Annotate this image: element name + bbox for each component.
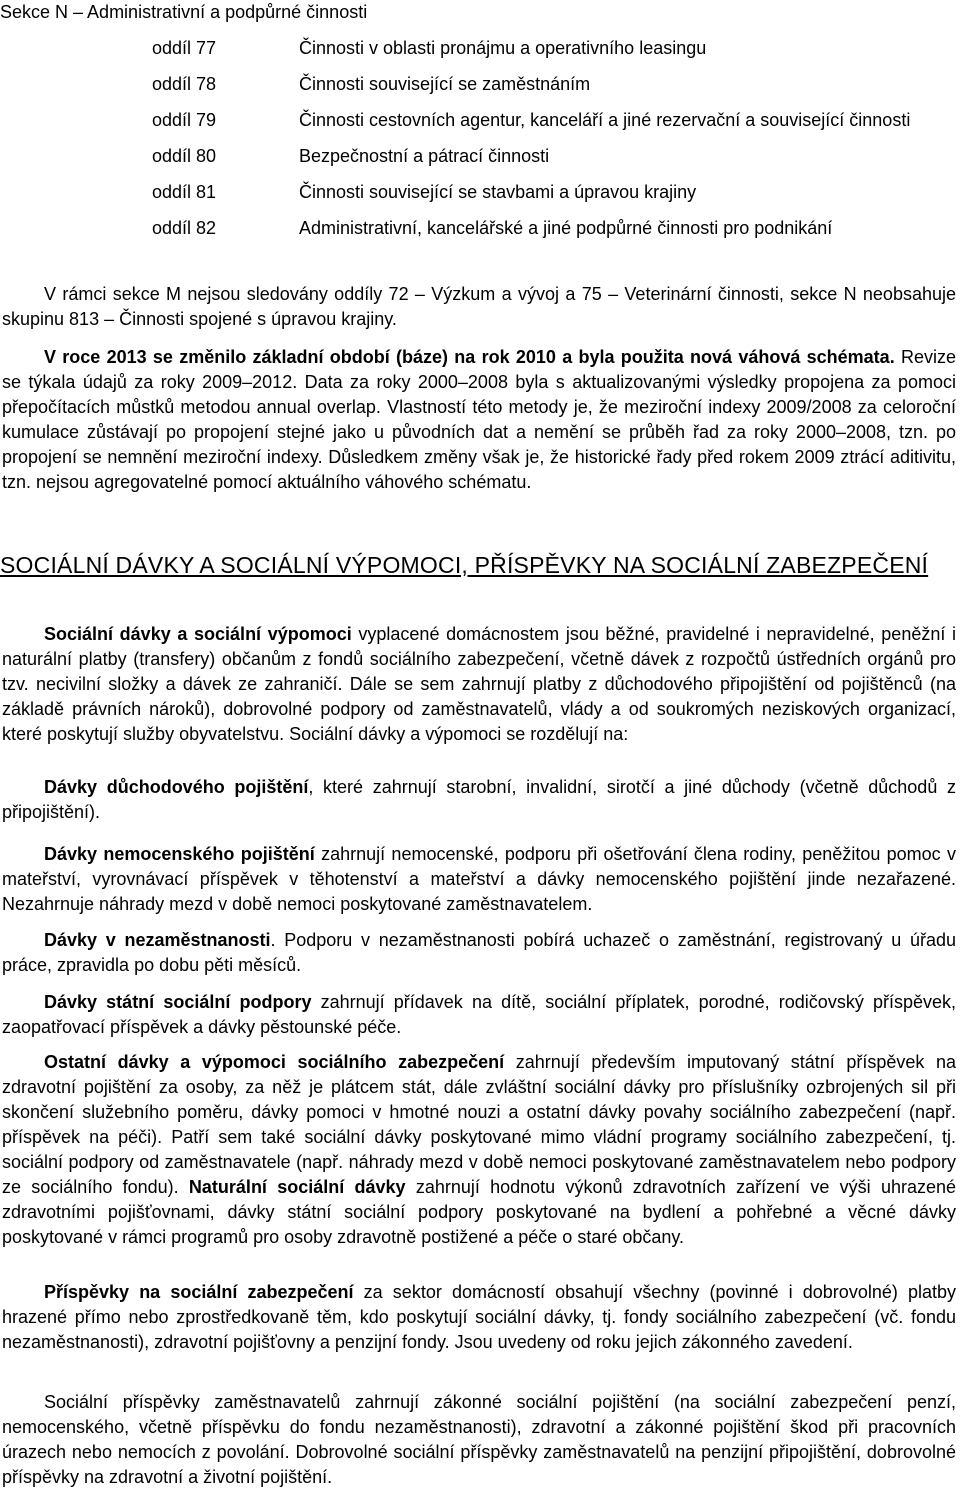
paragraph-pension-insurance <box>2 775 956 825</box>
division-code: oddíl 77 <box>152 38 217 58</box>
division-code: oddíl 79 <box>152 110 217 130</box>
division-row <box>152 216 952 241</box>
division-code: oddíl 78 <box>152 74 217 94</box>
division-row <box>152 36 952 61</box>
paragraph-text: , které zahrnují starobní, invalidní, sirotčí a jiné důchody (včetně důchodů z připojištění). <box>2 777 956 822</box>
paragraph-sickness-insurance <box>2 842 956 917</box>
term-state-support: Dávky státní sociální podpory <box>44 992 312 1012</box>
paragraph-other-benefits <box>2 1050 956 1250</box>
paragraph-text: zahrnují přídavek na dítě, sociální příplatek, porodné, rodičovský příspěvek, zaopatřovací příspěvek a dávky pěstounské péče. <box>2 992 956 1037</box>
division-name: Činnosti v oblasti pronájmu a operativního leasingu <box>299 38 707 58</box>
paragraph-text: zahrnují hodnotu výkonů zdravotních zařízení ve výši uhrazené zdravotními pojišťovnami, dávky státní sociální podpory poskytované na bydlení a pohřebné a věcné dávky poskytované v rámci programů pro osoby zdravotně postižené a péče o staré občany. <box>2 1177 956 1247</box>
paragraph-text: za sektor domácností obsahují všechny (povinné i dobrovolné) platby hrazené přímo nebo zprostředkovaně těm, kdo poskytují sociální dávky, tj. fondy sociálního zabezpečení (vč. fondu nezaměstnanosti), zdravotní pojišťovny a penzijní fondy. Jsou uvedeny od roku jejich zákonného zavedení. <box>2 1282 957 1352</box>
note-scope <box>2 282 956 332</box>
paragraph-text: vyplacené domácnostem jsou běžné, pravidelné i nepravidelné, peněžní i naturální platby (transfery) občanům z fondů sociálního zabezpečení, včetně dávek z rozpočtů ústředních orgánů pro tzv. necivilní složky a dávek ze zahraničí. Dále se sem zahrnují platby z důchodového připojištění od pojištěnců (na základě právních nároků), dobrovolné podpory od zaměstnavatelů, vlády a od soukromých neziskových organizací, které poskytují služby obyvatelstvu. Sociální dávky a výpomoci se rozdělují na: <box>2 624 957 744</box>
term-in-kind-benefits: Naturální sociální dávky <box>188 1177 406 1197</box>
division-row <box>152 108 952 133</box>
paragraph-employer-contributions <box>2 1390 956 1490</box>
division-row <box>152 72 952 97</box>
paragraph-text: Sociální příspěvky zaměstnavatelů zahrnují zákonné sociální pojištění (na sociální zabezpečení penzí, nemocenského, včetně příspěvku do fondu nezaměstnanosti), zdravotní a zákonné pojištění škod při pracovních úrazech nebo nemocích z povolání. Dobrovolné sociální příspěvky zaměstnavatelů na penzijní připojištění, dobrovolné příspěvky na zdravotní a životní pojištění. <box>2 1392 956 1487</box>
note-scope-text: V rámci sekce M nejsou sledovány oddíly 72 – Výzkum a vývoj a 75 – Veterinární činnosti, sekce N neobsahuje skupinu 813 – Činnosti spojené s úpravou krajiny. <box>2 284 956 329</box>
division-name: Činnosti související se stavbami a úpravou krajiny <box>299 182 697 202</box>
division-code: oddíl 80 <box>152 146 217 166</box>
division-row <box>152 180 952 205</box>
division-code: oddíl 81 <box>152 182 217 202</box>
paragraph-state-support <box>2 990 956 1040</box>
division-row <box>152 144 952 169</box>
paragraph-text: zahrnují především imputovaný státní příspěvek na zdravotní pojištění za osoby, za něž je plátcem stát, dále zvláštní sociální dávky pro příslušníky ozbrojených sil při skončení služebního poměru, dávky pomoci v hmotné nouzi a ostatní dávky povahy sociálního zabezpečení (např. příspěvek na péči). Patří sem také sociální dávky poskytované mimo vládní programy sociálního zabezpečení, tj. sociální podpory od zaměstnavatele (např. náhrady mezd v době nemoci poskytované zaměstnavatelem nebo podpory ze sociálního fondu). <box>2 1052 957 1197</box>
paragraph-social-benefits <box>2 622 956 747</box>
paragraph-contributions <box>2 1280 956 1355</box>
term-other-benefits: Ostatní dávky a výpomoci sociálního zabezpečení <box>44 1052 505 1072</box>
term-social-benefits: Sociální dávky a sociální výpomoci <box>44 624 352 644</box>
term-unemployment: Dávky v nezaměstnanosti <box>44 930 271 950</box>
division-code: oddíl 82 <box>152 218 217 238</box>
section-heading: SOCIÁLNÍ DÁVKY A SOCIÁLNÍ VÝPOMOCI, PŘÍSPĚVKY NA SOCIÁLNÍ ZABEZPEČENÍ <box>0 552 929 578</box>
paragraph-text: . Podporu v nezaměstnanosti pobírá uchazeč o zaměstnání, registrovaný u úřadu práce, zpravidla po dobu pěti měsíců. <box>2 930 956 975</box>
term-sickness-insurance: Dávky nemocenského pojištění <box>44 844 315 864</box>
term-contributions: Příspěvky na sociální zabezpečení <box>44 1282 354 1302</box>
paragraph-unemployment <box>2 928 956 978</box>
note-base-text: Revize se týkala údajů za roky 2009–2012. Data za roky 2000–2008 byla s aktualizovanými výsledky propojena za pomoci přepočítacích můstků metodou annual overlap. Vlastností této metody je, že meziroční indexy 2009/2008 za celoroční kumulace zůstávají po propojení stejné jako u původních dat a nemění se průběh řad za roky 2000–2008, tzn. po propojení se nemnění meziroční indexy. Důsledkem změny však je, že historické řady před rokem 2009 ztrácí aditivitu, tzn. nejsou agregovatelné pomocí aktuálního váhového schématu. <box>2 347 956 492</box>
note-base-bold: V roce 2013 se změnilo základní období (báze) na rok 2010 a byla použita nová váhová schémata. <box>44 347 895 367</box>
note-base-period <box>2 345 956 495</box>
division-name: Činnosti související se zaměstnáním <box>299 74 591 94</box>
section-title: Sekce N – Administrativní a podpůrné činnosti <box>0 2 368 22</box>
division-name: Administrativní, kancelářské a jiné podpůrné činnosti pro podnikání <box>299 218 833 238</box>
division-name: Bezpečnostní a pátrací činnosti <box>299 146 550 166</box>
division-name: Činnosti cestovních agentur, kanceláří a jiné rezervační a související činnosti <box>299 110 911 130</box>
paragraph-text: zahrnují nemocenské, podporu při ošetřování člena rodiny, peněžitou pomoc v mateřství, vyrovnávací příspěvek v těhotenství a mateřství a dávky nemocenského pojištění jinde nezařazené. Nezahrnuje náhrady mezd v době nemoci poskytované zaměstnavatelem. <box>2 844 957 914</box>
term-pension-insurance: Dávky důchodového pojištění <box>44 777 309 797</box>
divisions-table <box>152 36 952 252</box>
